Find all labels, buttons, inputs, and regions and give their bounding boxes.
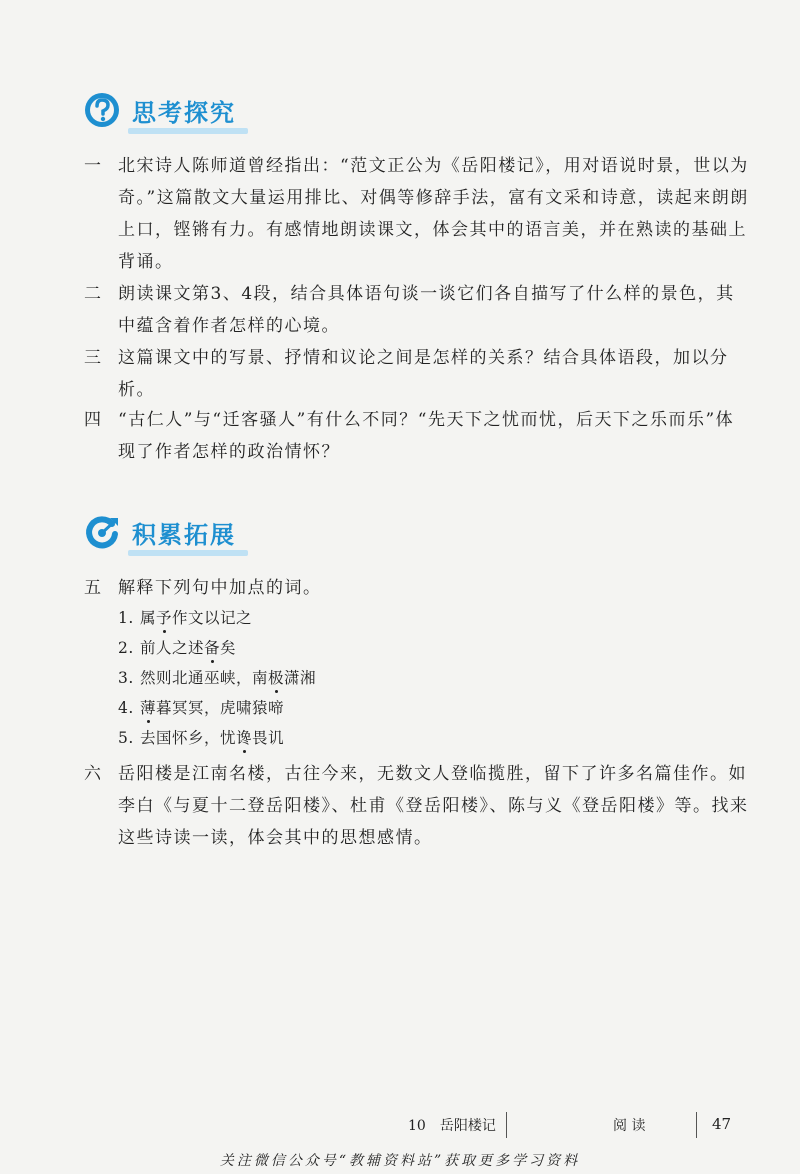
section-title: 积累拓展 — [128, 515, 240, 550]
footer-chapter: 10 岳阳楼记 — [408, 1118, 496, 1134]
section-think-heading — [82, 90, 240, 130]
sub-item: 1. 属予作文以记之 — [118, 609, 253, 627]
question-item: 五 解释下列句中加点的词。 — [84, 578, 322, 598]
sub-item: 5. 去国怀乡，忧谗畏讥 — [118, 729, 285, 747]
sub-item: 2. 前人之述备矣 — [118, 639, 237, 657]
question-item: 六 岳阳楼是江南名楼，古往今来，无数文人登临揽胜，留下了许多名篇佳作。如李白《与夏十二登岳阳楼》、杜甫《登岳阳楼》、陈与义《登岳阳楼》等。找来这些诗读一读，体会其中的思想感情。 — [84, 764, 749, 848]
sub-item: 4. 薄暮冥冥，虎啸猿啼 — [118, 699, 285, 717]
footer-divider — [696, 1112, 697, 1138]
question-item: 四 “古仁人”与“迁客骚人”有什么不同？“先天下之忧而忧，后天下之乐而乐”体现了作者怎样的政治情怀？ — [84, 410, 735, 462]
question-item: 一 北宋诗人陈师道曾经指出：“范文正公为《岳阳楼记》，用对语说时景，世以为奇。”这篇散文大量运用排比、对偶等修辞手法，富有文采和诗意，读起来朗朗上口，铿锵有力。有感情地朗读课文，体会其中的语言美，并在熟读的基础上背诵。 — [84, 156, 749, 272]
footer-divider — [506, 1112, 507, 1138]
question-item: 三 这篇课文中的写景、抒情和议论之间是怎样的关系？结合具体语段，加以分析。 — [84, 348, 729, 400]
sub-item: 3. 然则北通巫峡，南极潇湘 — [118, 669, 317, 687]
footer-section: 阅 读 — [613, 1118, 646, 1134]
page-number: 47 — [712, 1115, 732, 1133]
question-circle-icon — [82, 90, 122, 130]
section-title: 思考探究 — [128, 93, 240, 128]
section-expand-heading — [82, 512, 240, 552]
watermark-banner: 关注微信公众号“教辅资料站”获取更多学习资料 — [219, 1153, 581, 1169]
question-item: 二 朗读课文第3、4段，结合具体语句谈一谈它们各自描写了什么样的景色，其中蕴含着作者怎样的心境。 — [84, 284, 735, 336]
refresh-arrow-icon — [82, 512, 122, 552]
